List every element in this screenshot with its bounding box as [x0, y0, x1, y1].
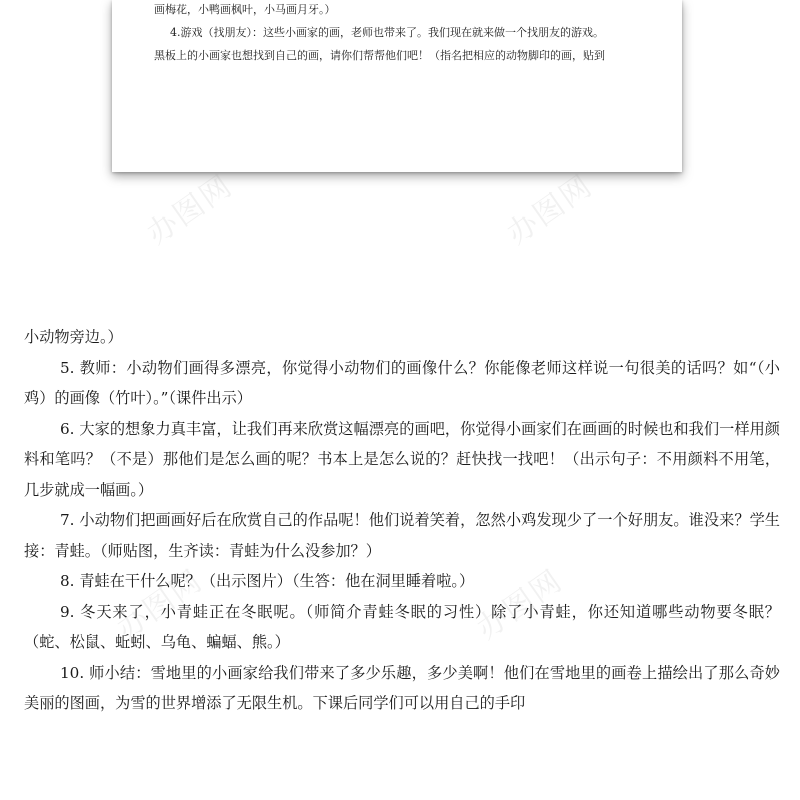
watermark: 办图网 [140, 168, 240, 252]
preview-line: 黑板上的小画家也想找到自己的画，请你们帮帮他们吧！（指名把相应的动物脚印的画，贴到 [154, 49, 605, 62]
watermark: 办图网 [500, 168, 600, 252]
paragraph-5: 5. 教师：小动物们画得多漂亮，你觉得小动物们的画像什么？你能像老师这样说一句很美的话吗？如“（小鸡）的画像（竹叶）。”（课件出示） [24, 358, 780, 407]
paragraph: 小动物旁边。） [24, 328, 123, 346]
lesson-plan-body [24, 322, 780, 719]
watermark: 办图网 [470, 563, 570, 647]
paragraph-9: 9. 冬天来了，小青蛙正在冬眠呢。（师简介青蛙冬眠的习性）除了小青蛙，你还知道哪些动物要冬眠？（蛇、松鼠、蚯蚓、乌龟、蝙蝠、熊。） [24, 602, 780, 651]
paragraph-10: 10. 师小结：雪地里的小画家给我们带来了多少乐趣，多少美啊！他们在雪地里的画卷上描绘出了那么奇妙美丽的图画，为雪的世界增添了无限生机。下课后同学们可以用自己的手印 [24, 663, 780, 712]
paragraph-8: 8. 青蛙在干什么呢？（出示图片）（生答：他在洞里睡着啦。） [60, 572, 475, 590]
watermark: 办图网 [110, 563, 210, 647]
preview-line: 4.游戏（找朋友）：这些小画家的画，老师也带来了。我们现在就来做一个找朋友的游戏。 [170, 26, 604, 39]
document-preview-card [112, 0, 682, 172]
paragraph-7: 7. 小动物们把画画好后在欣赏自己的作品呢！他们说着笑着，忽然小鸡发现少了一个好朋友。谁没来？学生接：青蛙。（师贴图，生齐读：青蛙为什么没参加？） [24, 511, 780, 560]
preview-line: 画梅花，小鸭画枫叶，小马画月牙。） [154, 3, 336, 16]
paragraph-6: 6. 大家的想象力真丰富，让我们再来欣赏这幅漂亮的画吧，你觉得小画家们在画画的时候也和我们一样用颜料和笔吗？（不是）那他们是怎么画的呢？书本上是怎么说的？赶快找一找吧！（出示句子：不用颜料不用笔，几步就成一幅画。） [24, 419, 780, 499]
